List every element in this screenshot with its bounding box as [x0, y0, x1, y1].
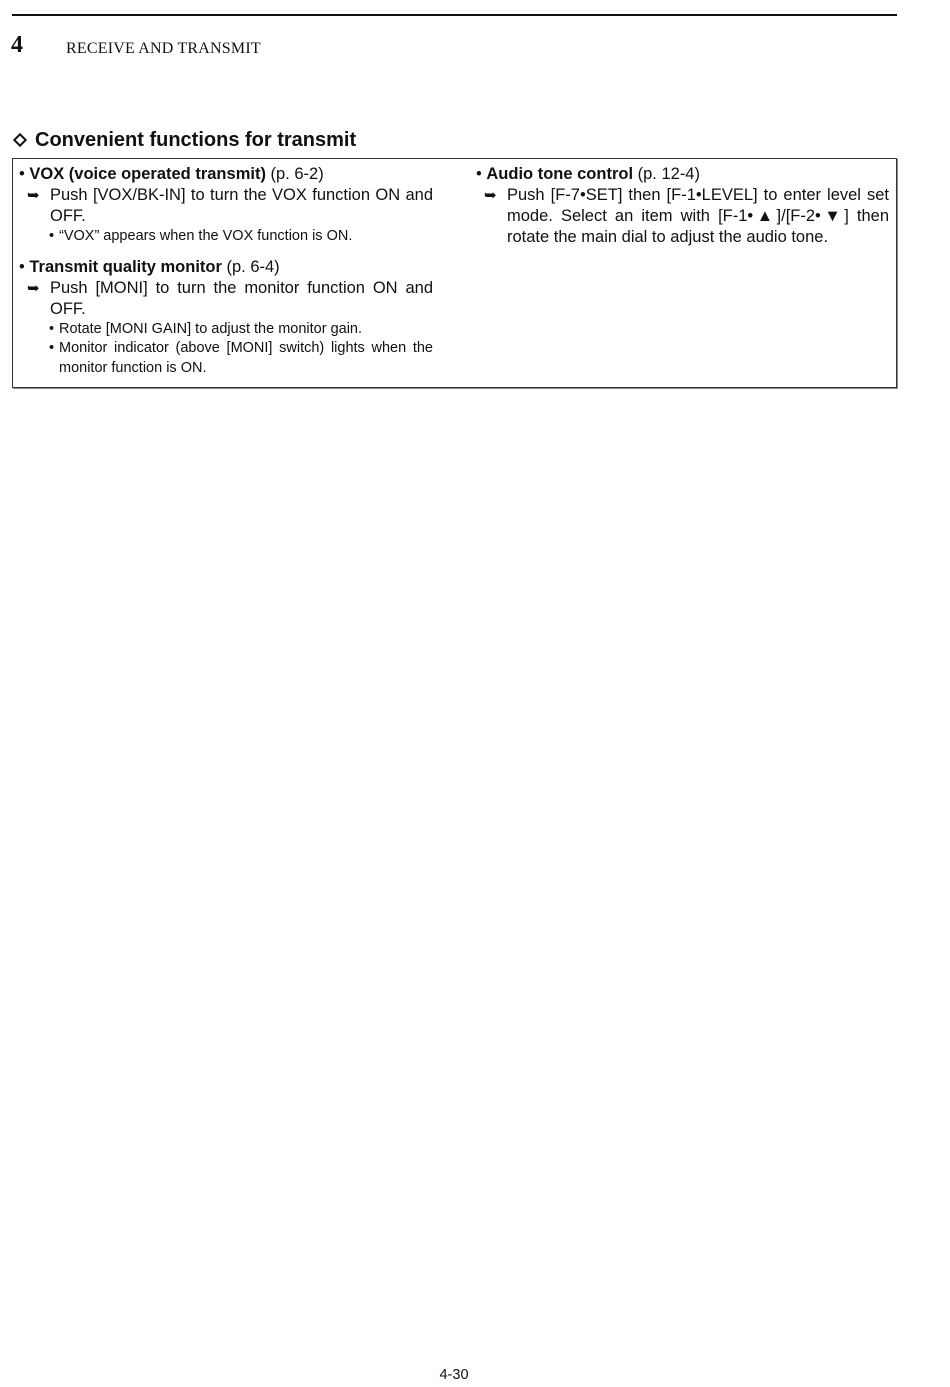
- chapter-title: RECEIVE AND TRANSMIT: [66, 40, 261, 57]
- step-text: Push [F-7•SET] then [F-1•LEVEL] to enter level set mode. Select an item with [F-1•▲]/[F-2•▼] then rotate the main dial to adjust the audio tone.: [507, 186, 889, 246]
- step: [19, 278, 433, 320]
- function-item-monitor: [19, 257, 433, 379]
- chapter-number: 4: [11, 32, 23, 58]
- item-title: Transmit quality monitor: [29, 257, 222, 276]
- right-arrow-icon: ➥: [484, 187, 497, 204]
- top-rule: [12, 14, 897, 16]
- diamond-outline-icon: [13, 133, 27, 147]
- page-number: 4-30: [439, 1367, 469, 1383]
- bullet-icon: •: [49, 320, 55, 337]
- bullet-icon: •: [49, 340, 55, 356]
- item-heading: • VOX (voice operated transmit) (p. 6-2): [19, 165, 324, 183]
- note: [19, 320, 433, 340]
- note-text: Rotate [MONI GAIN] to adjust the monitor gain.: [59, 320, 363, 337]
- item-heading: • Audio tone control (p. 12-4): [476, 165, 700, 183]
- step: [476, 185, 889, 248]
- section-heading-text: Convenient functions for transmit: [35, 129, 357, 151]
- note-text: “VOX” appears when the VOX function is ON.: [59, 228, 353, 244]
- section-heading: [12, 126, 356, 154]
- page-reference: (p. 6-2): [270, 165, 324, 183]
- function-item-vox: [19, 164, 433, 247]
- page-reference: (p. 6-4): [226, 257, 280, 276]
- item-title: VOX (voice operated transmit): [29, 165, 266, 183]
- functions-box: [12, 158, 897, 388]
- page-reference: (p. 12-4): [637, 165, 700, 183]
- step: [19, 185, 433, 227]
- right-arrow-icon: ➥: [27, 187, 40, 204]
- function-item-audio-tone: [476, 164, 889, 248]
- right-column: [476, 164, 889, 258]
- left-column: [19, 164, 433, 388]
- item-title: Audio tone control: [486, 165, 634, 183]
- step-text: Push [VOX/BK-IN] to turn the VOX function ON and OFF.: [50, 186, 433, 225]
- note: [19, 339, 433, 378]
- item-heading: • Transmit quality monitor (p. 6-4): [19, 257, 280, 276]
- right-arrow-icon: ➥: [27, 279, 40, 297]
- note: [19, 227, 433, 247]
- note-text: Monitor indicator (above [MONI] switch) lights when the monitor function is ON.: [59, 340, 433, 376]
- step-text: Push [MONI] to turn the monitor function ON and OFF.: [50, 278, 433, 318]
- bullet-icon: •: [49, 228, 55, 244]
